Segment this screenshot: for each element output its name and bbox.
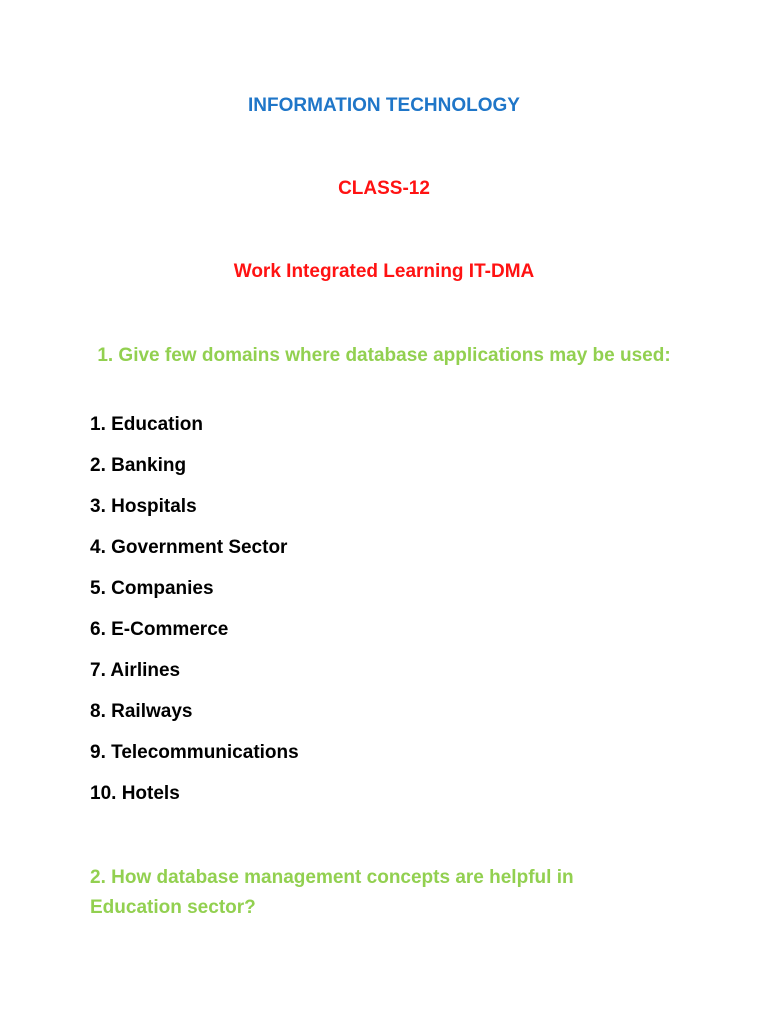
list-item: 7. Airlines [90, 660, 181, 681]
list-item: 9. Telecommunications [90, 742, 299, 763]
answer-list [90, 412, 299, 822]
list-item: 10. Hotels [90, 783, 180, 804]
list-item: 1. Education [90, 414, 203, 435]
question-1: 1. Give few domains where database applications may be used: [97, 345, 671, 366]
list-item: 3. Hospitals [90, 496, 197, 517]
document-subtitle: Work Integrated Learning IT-DMA [233, 261, 535, 282]
list-item: 8. Railways [90, 701, 193, 722]
list-item: 5. Companies [90, 578, 214, 599]
document-title: INFORMATION TECHNOLOGY [248, 95, 520, 116]
list-item: 4. Government Sector [90, 537, 288, 558]
class-label: CLASS-12 [338, 178, 430, 199]
question-2: 2. How database management concepts are helpful in Education sector? [90, 867, 574, 918]
list-item: 6. E-Commerce [90, 619, 229, 640]
list-item: 2. Banking [90, 455, 187, 476]
